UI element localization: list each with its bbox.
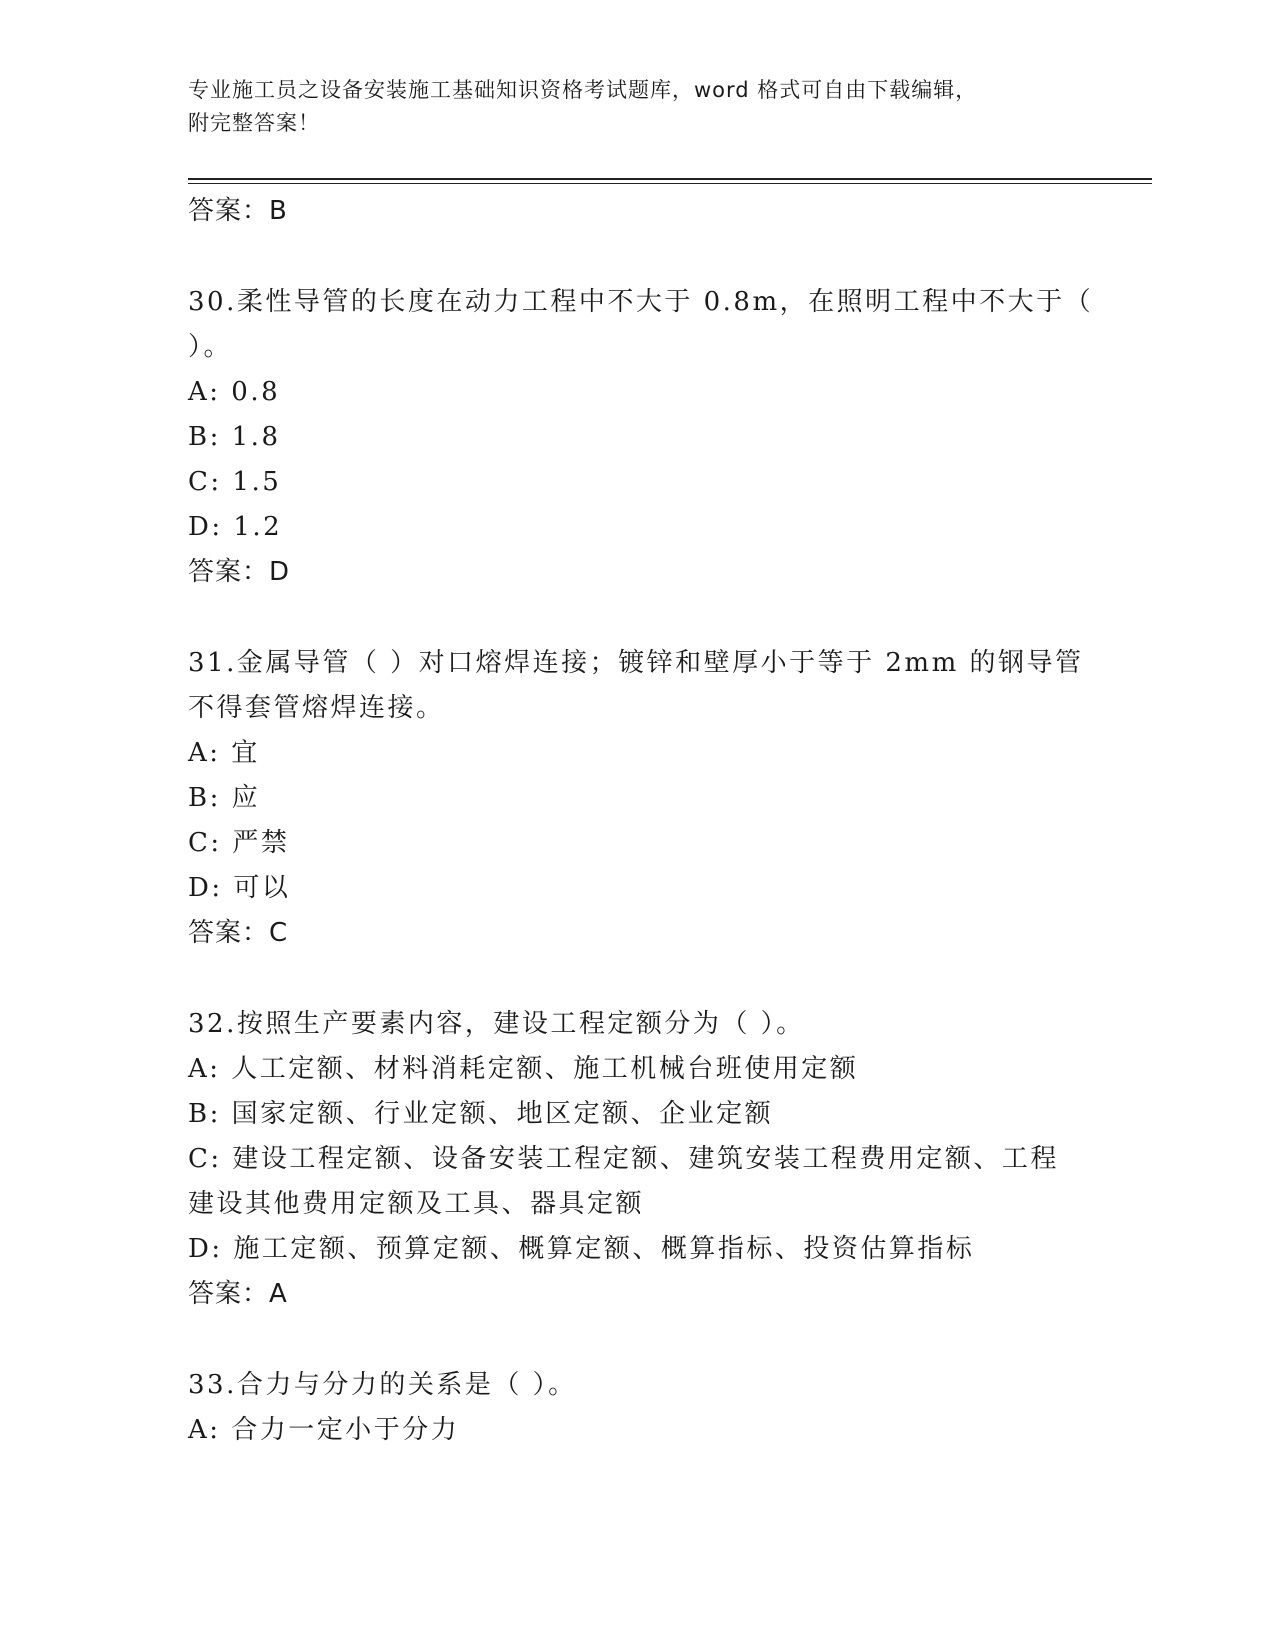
option-c: C: 建设工程定额、设备安装工程定额、建筑安装工程费用定额、工程 xyxy=(188,1144,1059,1174)
answer: 答案：C xyxy=(188,918,289,948)
option-b: B: 应 xyxy=(188,783,261,813)
option-a: A: 宜 xyxy=(188,738,260,768)
question-stem-cont: ）。 xyxy=(188,332,233,362)
spacer xyxy=(188,1317,1088,1363)
page-header xyxy=(188,74,1088,140)
option-b: B: 1.8 xyxy=(188,422,281,452)
question-stem: 31.金属导管（ ）对口熔焊连接；镀锌和壁厚小于等于 2mm 的钢导管 xyxy=(188,648,1084,678)
question-31 xyxy=(188,641,1088,956)
answer: 答案：D xyxy=(188,557,291,587)
question-stem: 32.按照生产要素内容，建设工程定额分为（ ）。 xyxy=(188,1009,805,1039)
question-stem: 33.合力与分力的关系是（ ）。 xyxy=(188,1370,577,1400)
spacer xyxy=(188,234,1088,280)
spacer xyxy=(188,595,1088,641)
header-divider xyxy=(188,178,1152,184)
option-d: D: 可以 xyxy=(188,873,291,903)
question-stem-cont: 不得套管熔焊连接。 xyxy=(188,693,445,723)
question-stem: 30.柔性导管的长度在动力工程中不大于 0.8m，在照明工程中不大于（ xyxy=(188,287,1094,317)
option-d: D: 施工定额、预算定额、概算定额、概算指标、投资估算指标 xyxy=(188,1234,975,1264)
spacer xyxy=(188,956,1088,1002)
answer: 答案：A xyxy=(188,1279,288,1309)
option-d: D: 1.2 xyxy=(188,512,283,542)
option-c-cont: 建设其他费用定额及工具、器具定额 xyxy=(188,1189,645,1219)
previous-answer: 答案：B xyxy=(188,196,288,226)
option-a: A: 人工定额、材料消耗定额、施工机械台班使用定额 xyxy=(188,1054,859,1084)
option-a: A: 合力一定小于分力 xyxy=(188,1415,460,1445)
option-c: C: 严禁 xyxy=(188,828,290,858)
question-32 xyxy=(188,1002,1088,1317)
question-33 xyxy=(188,1363,1088,1453)
option-c: C: 1.5 xyxy=(188,467,282,497)
option-a: A: 0.8 xyxy=(188,377,281,407)
option-b: B: 国家定额、行业定额、地区定额、企业定额 xyxy=(188,1099,774,1129)
question-list xyxy=(188,189,1094,1453)
question-30 xyxy=(188,280,1094,595)
header-line-2: 附完整答案！ xyxy=(188,111,320,135)
header-line-1: 专业施工员之设备安装施工基础知识资格考试题库，word 格式可自由下载编辑， xyxy=(188,78,978,102)
